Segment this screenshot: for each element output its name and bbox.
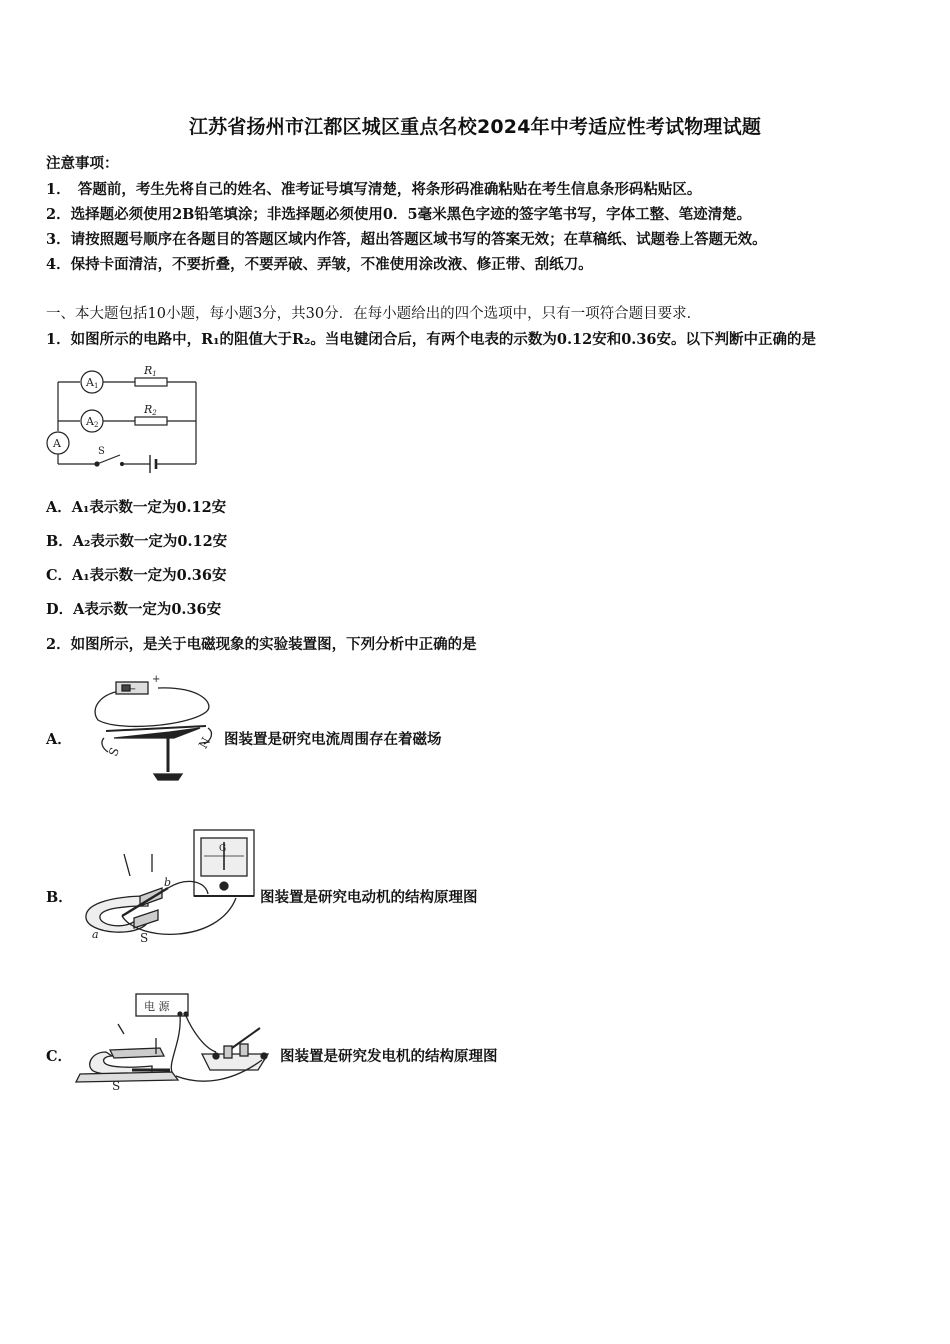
- lead-wire-1: [168, 881, 208, 894]
- a1-label: A1: [86, 376, 99, 390]
- s-pole-label: S: [112, 1079, 121, 1092]
- q2-fig-c-motor-apparatus: [72, 990, 280, 1092]
- lead-wire-2: [186, 1016, 216, 1052]
- s-pole-label: S: [140, 931, 149, 945]
- notice-item-4: 4．保持卡面清洁，不要折叠，不要弄破、弄皱，不准使用涂改液、修正带、刮纸刀。: [46, 256, 593, 273]
- switch-post-1: [224, 1046, 232, 1058]
- notice-item-3: 3．请按照题号顺序在各题目的答题区域内作答，超出答题区域书写的答案无效；在草稿纸、试题卷上答题无效。: [46, 231, 767, 248]
- a-label: A: [53, 437, 61, 450]
- s-pole-label: S: [106, 745, 123, 759]
- q1-option-d: D．A表示数一定为0.36安: [46, 601, 222, 618]
- stand-base: [154, 774, 182, 780]
- q2-option-c-text: 图装置是研究发电机的结构原理图: [280, 1048, 498, 1065]
- a2-label: A2: [86, 415, 99, 429]
- notice-item-1: 1． 答题前，考生先将自己的姓名、准考证号填写清楚，将条形码准确粘贴在考生信息条形码粘贴区。: [46, 181, 702, 198]
- q1-option-a: A．A₁表示数一定为0.12安: [46, 499, 227, 516]
- resistor-r2-symbol: [135, 417, 167, 425]
- notice-heading: 注意事项：: [46, 155, 119, 172]
- q2-option-b-text: 图装置是研究电动机的结构原理图: [260, 889, 478, 906]
- a-label: a: [92, 928, 99, 941]
- n-pole-label: N: [195, 734, 214, 751]
- r1-label: R1: [144, 364, 157, 378]
- s-label: S: [98, 446, 105, 457]
- page-title: 江苏省扬州市江都区城区重点名校2024年中考适应性考试物理试题: [188, 116, 762, 138]
- q2-fig-a-oersted-apparatus: [88, 668, 223, 786]
- q1-option-c: C．A₁表示数一定为0.36安: [46, 567, 227, 584]
- q2-stem: 2．如图所示，是关于电磁现象的实验装置图，下列分析中正确的是: [46, 636, 477, 653]
- section-header: 一、本大题包括10小题，每小题3分，共30分．在每小题给出的四个选项中，只有一项符合题目要求．: [46, 306, 702, 322]
- q1-option-b: B．A₂表示数一定为0.12安: [46, 533, 228, 550]
- lead-wire-1: [171, 1016, 180, 1072]
- minus-label: −: [128, 684, 137, 695]
- q2-fig-b-induction-apparatus: [78, 826, 260, 946]
- q2-option-c-label: C．: [46, 1048, 73, 1065]
- q1-circuit-diagram: [40, 358, 210, 474]
- motion-arrow-1: [124, 854, 130, 876]
- q2-option-a-label: A．: [46, 731, 72, 748]
- base-board: [76, 1072, 178, 1082]
- motion-arrow: [118, 1024, 124, 1034]
- power-supply-label: 电 源: [144, 1000, 170, 1013]
- wire-loop: [95, 688, 209, 727]
- g-label: G: [219, 844, 227, 854]
- q2-option-b-label: B．: [46, 889, 73, 906]
- switch-post-2: [240, 1044, 248, 1056]
- r2-label: R2: [144, 403, 157, 417]
- q1-stem: 1．如图所示的电路中，R₁的阻值大于R₂。当电键闭合后，有两个电表的示数为0.12安和0.36安。以下判断中正确的是: [46, 331, 817, 348]
- resistor-r1-symbol: [135, 378, 167, 386]
- b-label: b: [164, 876, 172, 889]
- q2-option-a-text: 图装置是研究电流周围存在着磁场: [224, 731, 442, 748]
- plus-label: +: [152, 674, 161, 685]
- notice-item-2: 2．选择题必须使用2B铅笔填涂；非选择题必须使用0．5毫米黑色字迹的签字笔书写，字体工整、笔迹清楚。: [46, 206, 752, 223]
